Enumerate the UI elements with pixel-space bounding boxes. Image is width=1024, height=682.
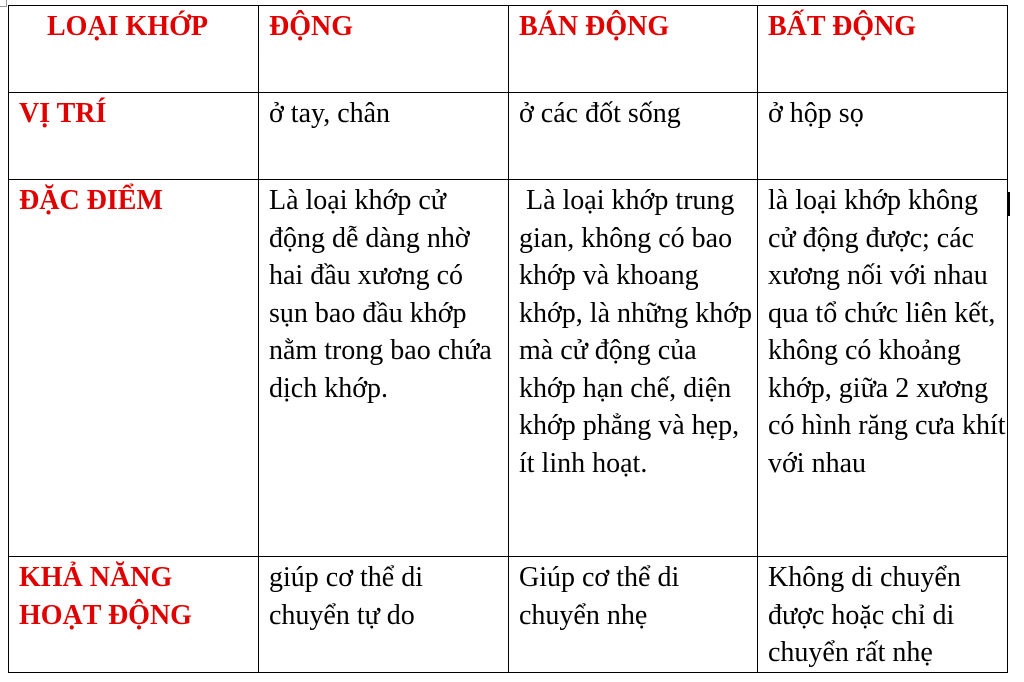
header-cell-movable-text: ĐỘNG xyxy=(269,11,353,42)
cell-text: Là loại khớp cử động dễ dàng nhờ hai đầu xương có sụn bao đầu khớp nằm trong bao chứa dịch khớp. xyxy=(269,185,492,404)
table-cell xyxy=(509,93,758,180)
table-cell xyxy=(259,557,509,673)
cell-text: giúp cơ thể di chuyển tự do xyxy=(269,562,423,631)
cell-text: Không di chuyển được hoặc chỉ di chuyển rất nhẹ xyxy=(768,562,961,668)
cell-text: là loại khớp không cử động được; các xương nối với nhau qua tổ chức liên kết, không có khoảng khớp, giữa 2 xương có hình răng cưa khít với nhau xyxy=(768,185,1006,479)
table-cell xyxy=(509,180,758,557)
row-label-characteristics xyxy=(9,180,259,557)
cell-text: ở tay, chân xyxy=(269,98,391,129)
row-label-location-text: VỊ TRÍ xyxy=(19,98,107,129)
header-cell-joint-type-text: LOẠI KHỚP xyxy=(46,11,208,42)
row-label-characteristics-text: ĐẶC ĐIỂM xyxy=(19,185,163,216)
joint-types-table xyxy=(8,5,1008,673)
cell-text: ở hộp sọ xyxy=(768,98,864,129)
table-row-location xyxy=(9,93,1008,180)
table-cell xyxy=(259,93,509,180)
header-cell-immovable xyxy=(758,6,1008,93)
table-cell xyxy=(758,557,1008,673)
row-label-mobility xyxy=(9,557,259,673)
cell-text: ở các đốt sống xyxy=(519,98,681,129)
table-cell xyxy=(758,93,1008,180)
corner-mark xyxy=(0,0,7,7)
table-cell xyxy=(509,557,758,673)
header-cell-movable xyxy=(259,6,509,93)
header-cell-joint-type xyxy=(9,6,259,93)
table-row-mobility xyxy=(9,557,1008,673)
header-cell-semi-movable-text: BÁN ĐỘNG xyxy=(519,11,670,42)
cell-text: Là loại khớp trung gian, không có bao khớp và khoang khớp, là những khớp mà cử động của khớp hạn chế, diện khớp phẳng và hẹp, ít linh hoạt. xyxy=(519,185,759,479)
table-cell xyxy=(758,180,1008,557)
header-cell-semi-movable xyxy=(509,6,758,93)
table-header-row xyxy=(9,6,1008,93)
row-label-location xyxy=(9,93,259,180)
table-cell xyxy=(259,180,509,557)
row-label-mobility-text: KHẢ NĂNG HOẠT ĐỘNG xyxy=(19,562,192,631)
header-cell-immovable-text: BẤT ĐỘNG xyxy=(768,11,917,42)
cell-text: Giúp cơ thể di chuyển nhẹ xyxy=(519,562,680,631)
table-row-characteristics xyxy=(9,180,1008,557)
text-cursor xyxy=(1008,192,1010,216)
